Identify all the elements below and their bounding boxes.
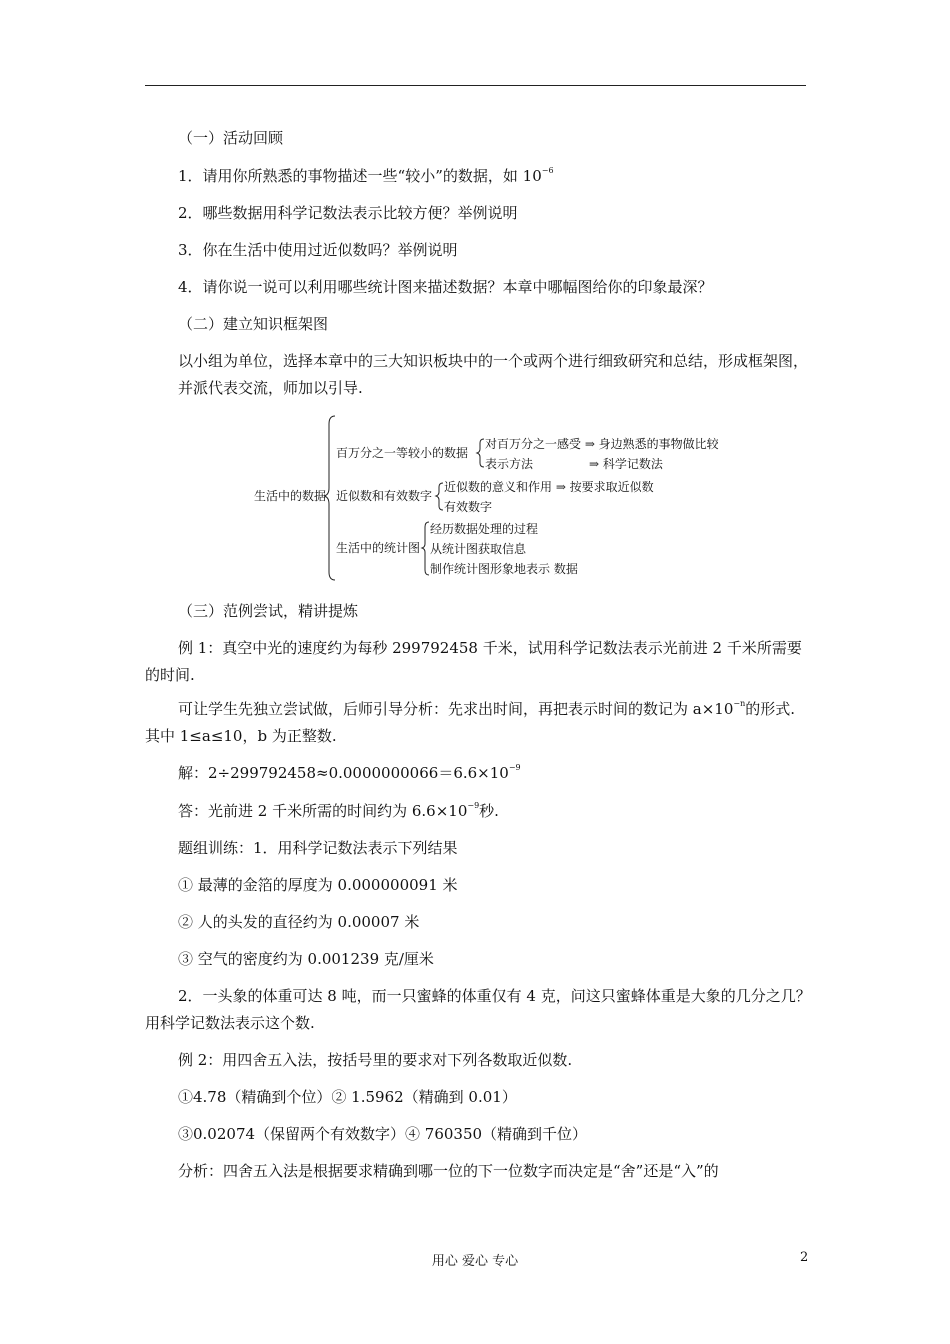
diagram-b3-item-2: 从统计图获取信息 xyxy=(430,542,527,556)
branch1-brace xyxy=(477,439,484,467)
diagram-b1-item-2b: ⇒ 科学记数法 xyxy=(589,457,663,471)
diagram-b1-item-2a: 表示方法 xyxy=(485,457,534,471)
analysis-2: 分析：四舍五入法是根据要求精确到哪一位的下一位数字而决定是“舍”还是“入”的 xyxy=(178,1162,719,1180)
question-1: 1．请用你所熟悉的事物描述一些“较小”的数据，如 $10^{-6}$ xyxy=(178,166,554,185)
diagram-b2-item-1: 近似数的意义和作用 ⇒ 按要求取近似数 xyxy=(444,480,654,494)
drill-item-3: ③ 空气的密度约为 0.001239 克/厘米 xyxy=(178,950,434,968)
footer-text: 用心 爱心 专心 xyxy=(431,1254,519,1269)
section2-heading: （二）建立知识框架图 xyxy=(178,315,329,333)
diagram-branch-3: 生活中的统计图 xyxy=(336,541,421,555)
example-1: 例 1：真空中光的速度约为每秒 299792458 千米，试用科学记数法表示光前进 2 千米所需要的时间. xyxy=(145,639,802,684)
section2-paragraph: 以小组为单位，选择本章中的三大知识板块中的一个或两个进行细致研究和总结，形成框架图，并派代表交流，师加以引导. xyxy=(178,352,809,397)
diagram-b1-item-1: 对百万分之一感受 ⇒ 身边熟悉的事物做比较 xyxy=(485,437,719,451)
diagram-b3-item-1: 经历数据处理的过程 xyxy=(430,522,539,536)
diagram-root: 生活中的数据 xyxy=(254,489,327,503)
question-2: 2．哪些数据用科学记数法表示比较方便？举例说明 xyxy=(178,204,518,222)
drill-item-1: ① 最薄的金箔的厚度为 0.000000091 米 xyxy=(178,876,458,894)
branch3-brace xyxy=(422,522,429,575)
example-2-line-2: ③0.02074（保留两个有效数字）④ 760350（精确到千位） xyxy=(178,1125,588,1143)
question-3: 3．你在生活中使用过近似数吗？举例说明 xyxy=(178,241,458,259)
drill-title: 题组训练：1．用科学记数法表示下列结果 xyxy=(178,839,458,857)
example-2-line-1: ①4.78（精确到个位）② 1.5962（精确到 0.01） xyxy=(178,1088,517,1106)
diagram-branch-2: 近似数和有效数字 xyxy=(336,489,433,503)
header-rule xyxy=(145,85,806,86)
drill-question-2: 2．一头象的体重可达 8 吨，而一只蜜蜂的体重仅有 4 克，问这只蜜蜂体重是大象的几分之几？用科学记数法表示这个数. xyxy=(145,987,811,1032)
section3-heading: （三）范例尝试，精讲提炼 xyxy=(178,602,359,620)
question-4: 4．请你说一说可以利用哪些统计图来描述数据？本章中哪幅图给你的印象最深？ xyxy=(178,278,713,296)
solution: 解：$2\div 299792458\approx 0.0000000066=6.6\times 10^{-9}$ xyxy=(178,763,521,782)
diagram-b3-item-3: 制作统计图形象地表示 数据 xyxy=(430,562,578,576)
section1-heading: （一）活动回顾 xyxy=(178,129,284,147)
diagram-branch-1: 百万分之一等较小的数据 xyxy=(336,446,469,460)
answer: 答：光前进 2 千米所需的时间约为 $6.6\times 10^{-9}$秒. xyxy=(178,801,499,820)
drill-item-2: ② 人的头发的直径约为 0.00007 米 xyxy=(178,913,420,931)
branch2-brace xyxy=(436,483,443,510)
example-2: 例 2：用四舍五入法，按括号里的要求对下列各数取近似数. xyxy=(178,1051,573,1069)
page-number: 2 xyxy=(800,1250,809,1265)
diagram-b2-item-2: 有效数字 xyxy=(444,500,493,514)
analysis-1: 可让学生先独立尝试做，后师引导分析：先求出时间，再把表示时间的数记为 $a\times 10^{-n}$的形式. 其中 1≤a≤10，b 为正整数. xyxy=(145,699,796,745)
